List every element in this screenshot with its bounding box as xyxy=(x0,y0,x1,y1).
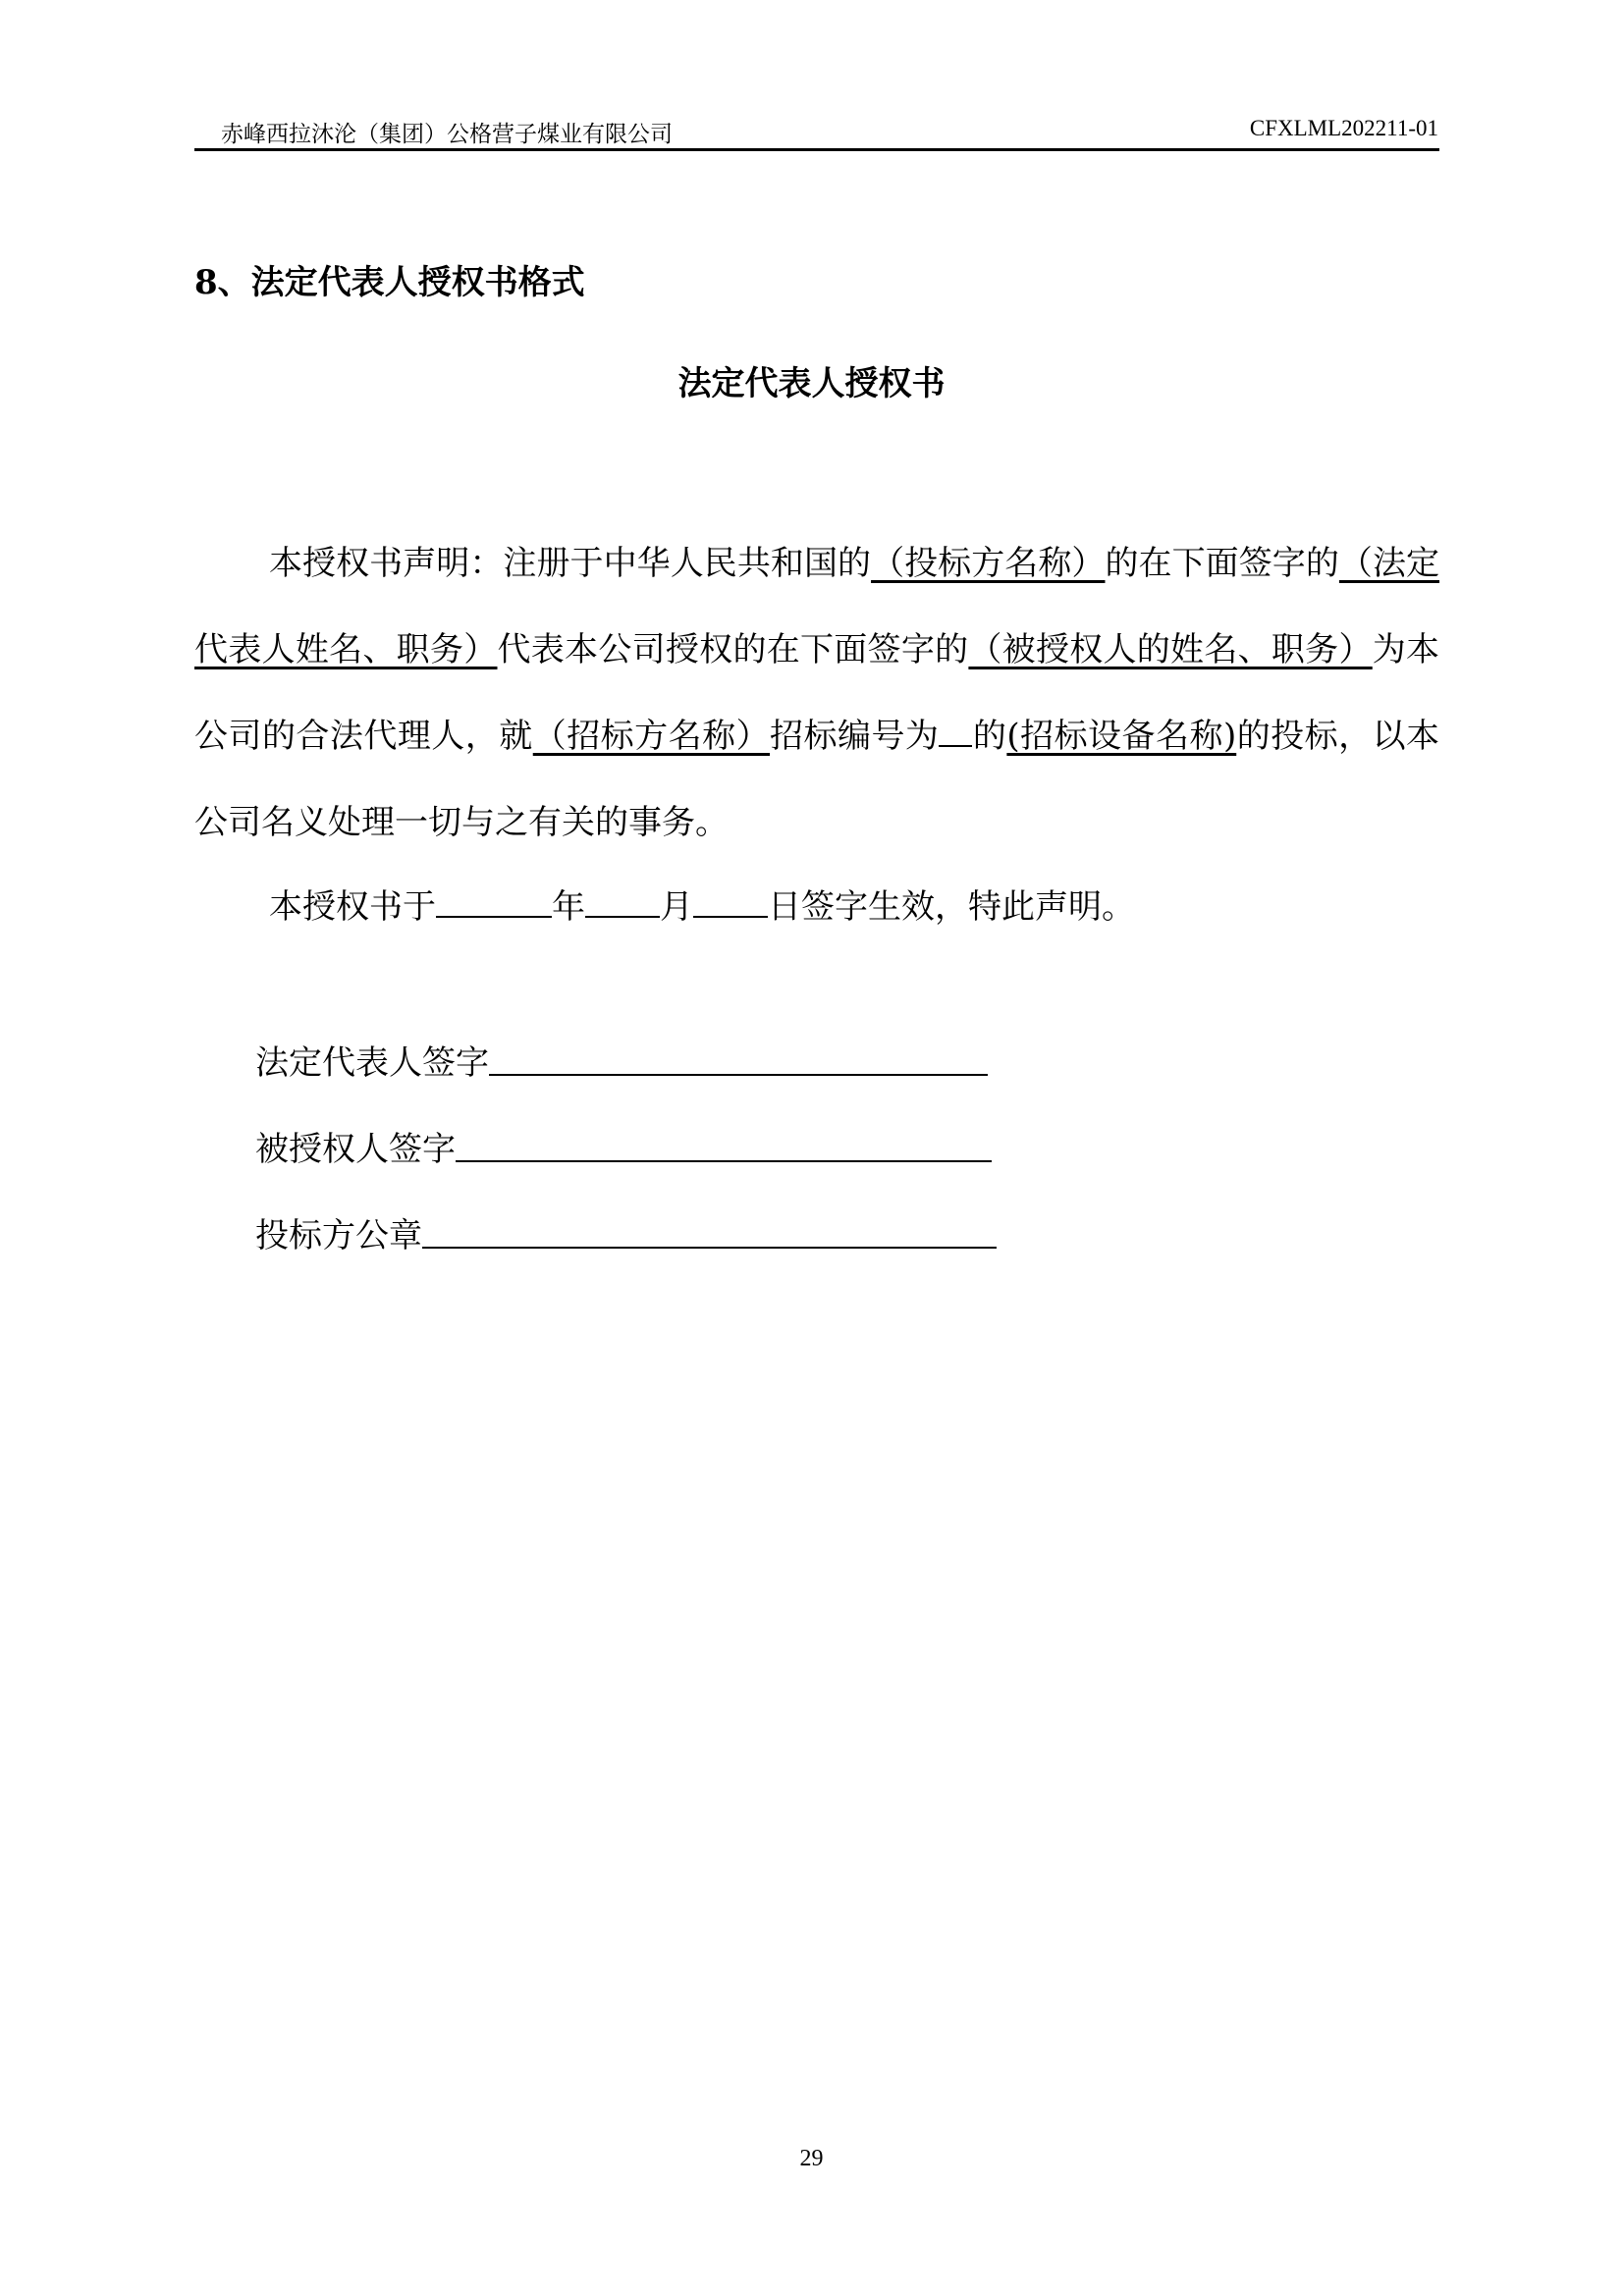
authorized-person-signature xyxy=(255,1122,992,1170)
signature-line xyxy=(456,1158,992,1162)
text: 月 xyxy=(660,887,693,927)
legal-rep-field: （法定代表人姓名、职务） xyxy=(194,544,1440,669)
effective-date-statement xyxy=(269,864,1135,950)
month-blank xyxy=(585,886,660,918)
header-doc-code: CFXLML202211-01 xyxy=(1249,116,1438,140)
year-blank xyxy=(436,886,552,918)
text: 代表本公司授权的在下面签字的 xyxy=(497,630,969,669)
text: 招标编号为 xyxy=(770,717,940,756)
authorization-statement xyxy=(194,520,1439,866)
text: 的 xyxy=(972,717,1007,756)
text: 的在下面签字的 xyxy=(1105,544,1339,583)
tender-number-blank xyxy=(939,716,972,747)
text: 为本公司的合法代理人，就 xyxy=(194,630,1440,756)
tenderer-name-field: （招标方名称） xyxy=(532,717,771,756)
text: 的投标，以本公司名义处理一切与之有关的事务。 xyxy=(194,717,1440,842)
signature-line xyxy=(422,1245,997,1249)
authorized-person-field: （被授权人的姓名、职务） xyxy=(968,630,1373,669)
section-heading: 8、法定代表人授权书格式 xyxy=(194,263,585,302)
text: 本授权书声明：注册于中华人民共和国的 xyxy=(269,544,872,583)
text: 年 xyxy=(552,887,585,927)
header-rule xyxy=(194,148,1439,151)
bidder-seal xyxy=(255,1208,997,1256)
bidder-name-field: （投标方名称） xyxy=(871,544,1106,583)
equipment-name-field: (招标设备名称) xyxy=(1006,717,1237,756)
signature-label: 投标方公章 xyxy=(255,1216,422,1255)
text: 日签字生效，特此声明。 xyxy=(768,887,1135,927)
day-blank xyxy=(693,886,768,918)
page-number: 29 xyxy=(799,2146,824,2171)
header-company-name: 赤峰西拉沐沦（集团）公格营子煤业有限公司 xyxy=(221,122,673,147)
signature-label: 法定代表人签字 xyxy=(255,1043,489,1083)
signature-line xyxy=(489,1072,988,1076)
text: 本授权书于 xyxy=(269,887,436,927)
document-title: 法定代表人授权书 xyxy=(677,364,946,403)
signature-label: 被授权人签字 xyxy=(255,1130,456,1169)
legal-rep-signature xyxy=(255,1036,988,1084)
